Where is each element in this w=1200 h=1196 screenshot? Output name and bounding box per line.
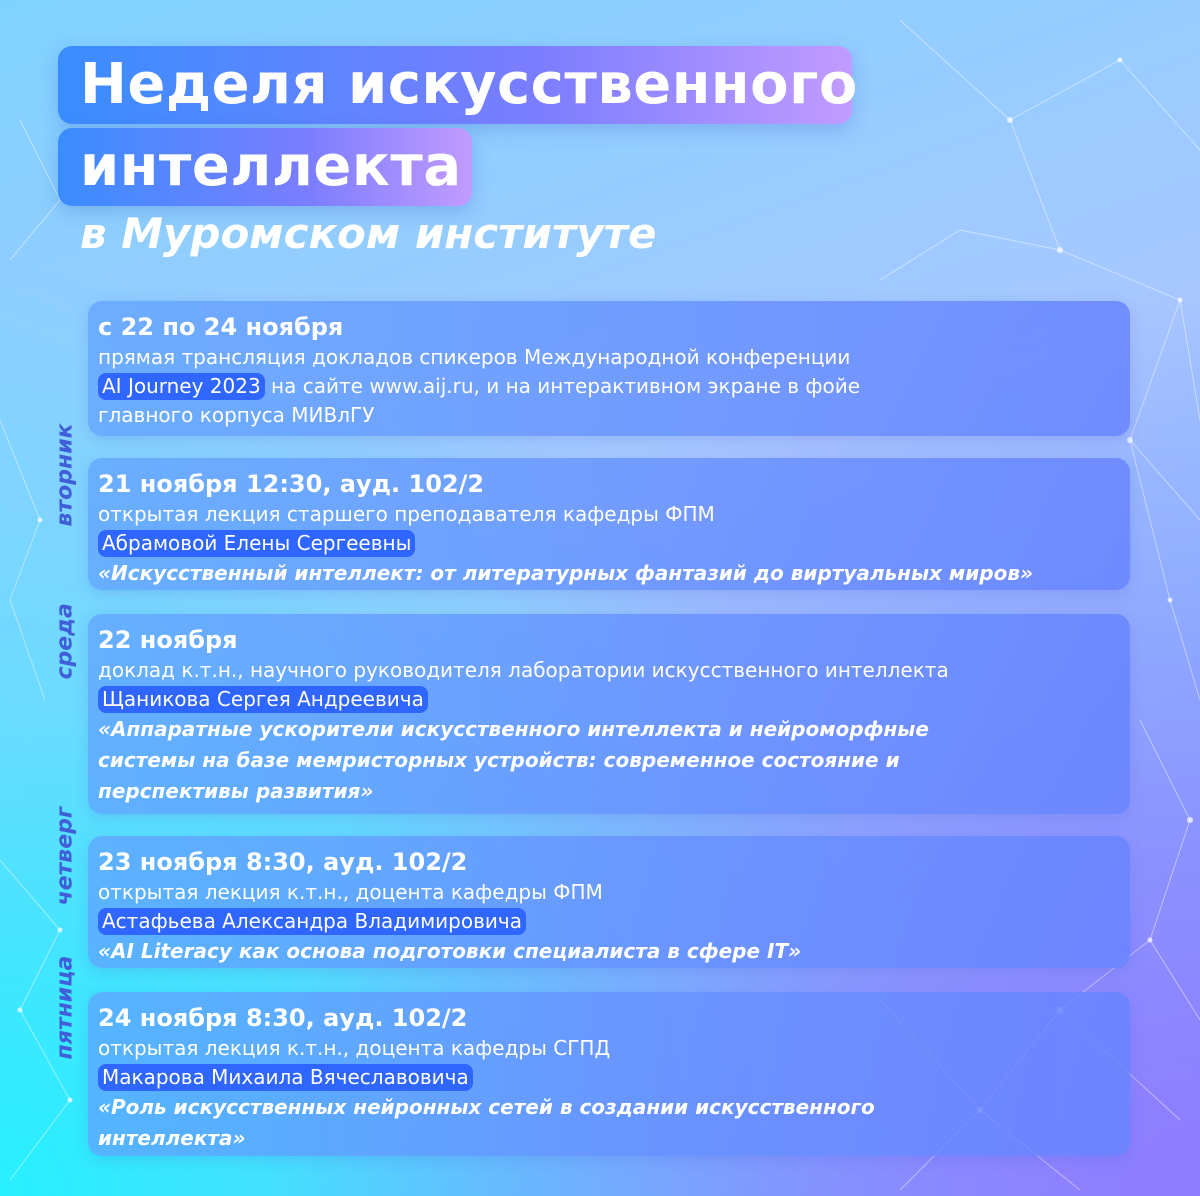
event-topic-line1: «Аппаратные ускорители искусственного интеллекта и нейроморфные bbox=[98, 717, 929, 741]
event-date: с 22 по 24 ноября bbox=[98, 313, 344, 341]
event-speaker-row bbox=[98, 685, 1120, 714]
event-speaker: Макарова Михаила Вячеславовича bbox=[98, 1064, 473, 1091]
day-label-friday: пятница bbox=[52, 955, 78, 1060]
event-card-conference bbox=[88, 301, 1130, 436]
event-speaker: Астафьева Александра Владимировича bbox=[98, 908, 526, 935]
event-description: открытая лекция к.т.н., доцента кафедры СГПД bbox=[98, 1036, 611, 1060]
event-card-tuesday bbox=[88, 458, 1130, 590]
event-date: 22 ноября bbox=[98, 626, 238, 654]
event-speaker-row bbox=[98, 1063, 1120, 1092]
event-speaker: Абрамовой Елены Сергеевны bbox=[98, 530, 415, 557]
event-topic-line1: «Роль искусственных нейронных сетей в создании искусственного bbox=[98, 1095, 875, 1119]
event-description-tail: главного корпуса МИВлГУ bbox=[98, 403, 375, 427]
event-card-wednesday bbox=[88, 614, 1130, 814]
event-description: открытая лекция старшего преподавателя кафедры ФПМ bbox=[98, 502, 715, 526]
event-highlight: AI Journey 2023 bbox=[98, 373, 265, 400]
event-speaker-row bbox=[98, 907, 1120, 936]
event-description: доклад к.т.н., научного руководителя лаборатории искусственного интеллекта bbox=[98, 658, 949, 682]
event-description-cont: на сайте www.aij.ru, и на интерактивном экране в фойе bbox=[264, 374, 861, 398]
event-description-line2 bbox=[98, 372, 1120, 401]
event-description: прямая трансляция докладов спикеров Международной конференции bbox=[98, 345, 851, 369]
event-topic-line2: интеллекта» bbox=[98, 1126, 246, 1150]
event-speaker-row bbox=[98, 529, 1120, 558]
event-speaker: Щаникова Сергея Андреевича bbox=[98, 686, 428, 713]
event-description: открытая лекция к.т.н., доцента кафедры ФПМ bbox=[98, 880, 603, 904]
event-topic: «AI Literacy как основа подготовки специалиста в сфере IT» bbox=[98, 939, 802, 963]
day-label-thursday: четверг bbox=[52, 806, 78, 906]
event-date: 23 ноября 8:30, ауд. 102/2 bbox=[98, 848, 468, 876]
day-label-tuesday: вторник bbox=[52, 423, 78, 527]
page-subtitle: в Муромском институте bbox=[80, 209, 657, 258]
event-card-friday bbox=[88, 992, 1130, 1156]
event-topic-line3: перспективы развития» bbox=[98, 779, 374, 803]
event-topic: «Искусственный интеллект: от литературных фантазий до виртуальных миров» bbox=[98, 561, 1033, 585]
event-date: 21 ноября 12:30, ауд. 102/2 bbox=[98, 470, 485, 498]
event-card-thursday bbox=[88, 836, 1130, 968]
event-topic-line2: системы на базе мемристорных устройств: современное состояние и bbox=[98, 748, 900, 772]
page-title-line1: Неделя искусственного bbox=[80, 52, 858, 117]
page-title-line2: интеллекта bbox=[80, 134, 462, 199]
event-date: 24 ноября 8:30, ауд. 102/2 bbox=[98, 1004, 468, 1032]
day-label-wednesday: среда bbox=[52, 603, 78, 680]
